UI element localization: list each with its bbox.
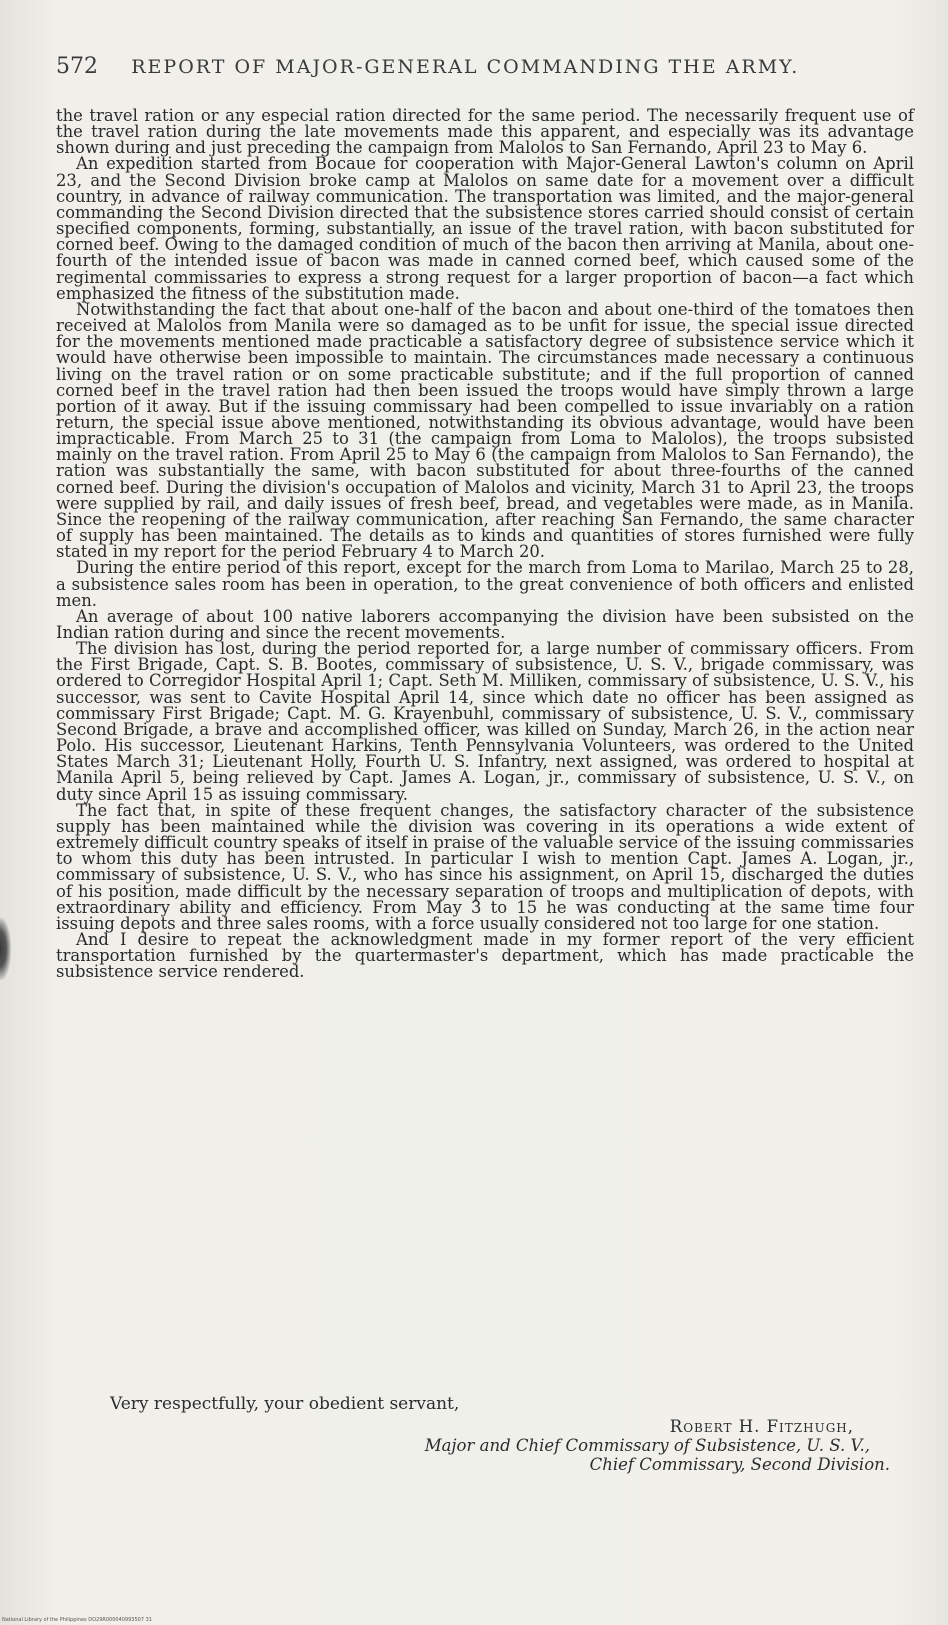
signatory-name: Robert H. Fitzhugh, [669,1417,854,1436]
running-title: REPORT OF MAJOR-GENERAL COMMANDING THE ARMY. [131,56,800,78]
scan-footer: National Library of the Philippines DO29R000040993507 31 [2,1617,152,1623]
signatory-division: Chief Commissary, Second Division. [589,1455,890,1474]
signature-block [425,1417,890,1474]
paragraph: the travel ration or any especial ration directed for the same period. The necessarily frequent use of the travel ration during the late movements made this apparent, and especially was its advantage shown during and just preceding the campaign from Malolos to San Fernando, April 23 to May 6. [56,106,914,158]
paragraph: The division has lost, during the period reported for, a large number of commissary officers. From the First Brigade, Capt. S. B. Bootes, commissary of subsistence, U. S. V., brigade commissary, was ordered to Corregidor Hospital April 1; Capt. Seth M. Milliken, commissary of subsistence, U. S. V., his successor, was sent to Cavite Hospital April 14, since which date no officer has been assigned as commissary First Brigade; Capt. M. G. Krayenbuhl, commissary of subsistence, U. S. V., commissary Second Brigade, a brave and accomplished officer, was killed on Sunday, March 26, in the action near Polo. His successor, Lieutenant Harkins, Tenth Pennsylvania Volunteers, was ordered to the United States March 31; Lieutenant Holly, Fourth U. S. Infantry, next assigned, was ordered to hospital at Manila April 5, being relieved by Capt. James A. Logan, jr., commissary of subsistence, U. S. V., on duty since April 15 as issuing commissary. [56,639,914,804]
paragraph: An average of about 100 native laborers accompanying the division have been subsisted on the Indian ration during and since the recent movements. [56,606,914,642]
paragraph: And I desire to repeat the acknowledgment made in my former report of the very efficient transportation furnished by the quartermaster's department, which has made practicable the subsistence service rendered. [56,929,914,982]
page-number: 572 [56,54,98,79]
paragraph: Notwithstanding the fact that about one-half of the bacon and about one-third of the tomatoes then received at Malolos from Manila were so damaged as to be unfit for issue, the special issue directed for the movements mentioned made practicable a satisfactory degree of subsistence service which it would have otherwise been impossible to maintain. The circumstances made necessary a continuous living on the travel ration or on some practicable substitute; and if the full proportion of canned corned beef in the travel ration had then been issued the troops would have simply thrown a large portion of it away. But if the issuing commissary had been compelled to issue invariably on a ration return, the special issue above mentioned, notwithstanding its obvious advantage, would have been impracticable. From March 25 to 31 (the campaign from Loma to Malolos), the troops subsisted mainly on the travel ration. From April 25 to May 6 (the campaign from Malolos to San Fernando), the ration was substantially the same, with bacon substituted for about three-fourths of the canned corned beef. During the division's occupation of Malolos and vicinity, March 31 to April 23, the troops were supplied by rail, and daily issues of fresh beef, bread, and vegetables were made, as in Manila. Since the reopening of the railway communication, after reaching San Fernando, the same character of supply has been maintained. The details as to kinds and quantities of stores furnished were fully stated in my report for the period February 4 to March 20. [56,299,914,562]
running-header [56,54,876,79]
paragraph: During the entire period of this report, except for the march from Loma to Marilao, March 25 to 28, a subsistence sales room has been in operation, to the great convenience of both officers and enlisted men. [56,558,914,610]
paragraph: The fact that, in spite of these frequent changes, the satisfactory character of the subsistence supply has been maintained while the division was covering in its operations a wide extent of extremely difficult country speaks of itself in praise of the valuable service of the issuing commissaries to whom this duty has been intrusted. In particular I wish to mention Capt. James A. Logan, jr., commissary of subsistence, U. S. V., who has since his assignment, on April 15, discharged the duties of his position, made difficult by the necessary separation of troops and multiplication of depots, with extraordinary ability and efficiency. From May 3 to 15 he was conducting at the same time four issuing depots and three sales rooms, with a force usually considered not too large for one station. [56,800,914,933]
scan-smudge [0,918,11,980]
body-text [56,108,914,980]
signatory-title: Major and Chief Commissary of Subsistence, U. S. V., [424,1436,870,1455]
paragraph: An expedition started from Bocaue for cooperation with Major-General Lawton's column on April 23, and the Second Division broke camp at Malolos on same date for a movement over a difficult country, in advance of railway communication. The transportation was limited, and the major-general commanding the Second Division directed that the subsistence stores carried should consist of certain specified components, forming, substantially, an issue of the travel ration, with bacon substituted for corned beef. Owing to the damaged condition of much of the bacon then arriving at Manila, about one-fourth of the intended issue of bacon was made in canned corned beef, which caused some of the regimental commissaries to express a strong request for a larger proportion of bacon—a fact which emphasized the fitness of the substitution made. [56,154,914,303]
closing-salutation: Very respectfully, your obedient servant, [110,1394,460,1414]
